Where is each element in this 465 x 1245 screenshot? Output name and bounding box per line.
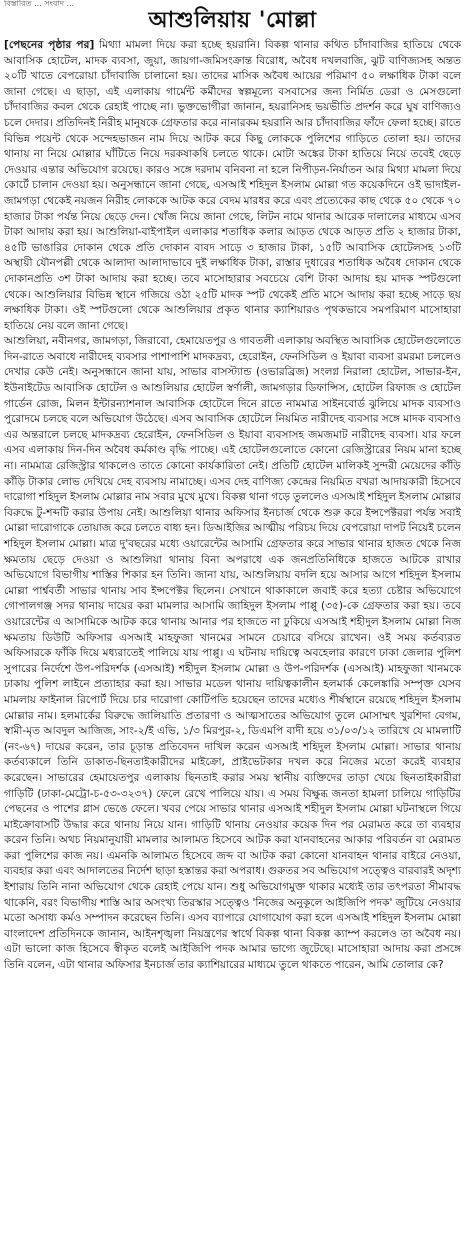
continuation-label: [পেছনের পৃষ্ঠার পর] (4, 39, 95, 51)
paragraph-1-text: মিথ্যা মামলা দিয়ে করা হচ্ছে হয়রানি। বিকল্প থানার কথিত চাঁদাবাজির হাতিয়ে থেকে আবাসিক হোটেল, মাদক ব্যবসা, জুয়া, জায়গা-জমিসংক্রান্ত বিরোধ, অবৈধ দখলবাজি, ঝুট বাণিজ্যসহ অন্তত ২০টি খাতে বেপরোয়া চাঁদাবাজি চালানো হয়। তাদের মাসিক অবৈধ আয়ের পরিমাণ ৫০ লক্ষাধিক টাকা বলে জানা গেছে। এ ছাড়া, এই এলাকায় গার্মেন্ট কর্মীদের স্বল্পমূল্যে বসবাসের জন্য নির্মিত ডেরা ও মেসগুলো চাঁদাবাজির কবল থেকে রেহাই পাচ্ছে না। ভুক্তভোগীরা জানান, হয়রানিসহ ভয়ভীতি প্রদর্শন করে ঘুষ বাণিজ্যও চলে দেদার। প্রতিদিনই নিরীহ মানুষকে গ্রেফতার করে নানারকম হয়রানি আর চাঁদাবাজির ফাঁদে ফেলা হচ্ছে। রাতে বিভিন্ন পয়েন্ট থেকে সন্দেহভাজন নাম দিয়ে আটক করে কিছু লোককে পুলিশের গাড়িতে তোলা হয়। তাদের থানায় না নিয়ে মোল্লার ঘাঁটিতে নিয়ে দরকষাকষি চলতে থাকে। মোটা অঙ্কের টাকা হাতিয়ে নিয়ে তবেই ছেড়ে দেওয়ার এন্তার অভিযোগ রয়েছে। কারও সঙ্গে দরদাম বনিবনা না হলে নিপীড়ন-নির্যাতন আর মিথ্যা মামলা দিয়ে কোর্টে চালান দেওয়া হয়। অনুসন্ধানে জানা গেছে, এসআই শহিদুল ইসলাম মোল্লা গত কয়েকদিনে ওই ভাদাইল-জামগড়া থেকেই নয়জন নিরীহ লোককে আটক করে বেদম মারধর করে এবং প্রত্যেকের কাছ থেকে ৫০ থেকে ৭০ হাজার টাকা পর্যন্ত নিয়ে ছেড়ে দেন। খোঁজ নিয়ে জানা গেছে, লিটন নামে থানার আরেক দালালের মাধ্যমে এসব টাকা আদায় করা হয়। আশুলিয়া-বাইপাইল এলাকার শতাধিক কলার আড়ত থেকে আড়ত প্রতি ২ হাজার টাকা, ৪৫টি ভাঙারির দোকান থেকে প্রতি দোকান বাবদ সাড়ে ৩ হাজার টাকা, ১৫টি আবাসিক হোটেলসহ ১৩টি অস্থায়ী যৌনপল্লী থেকে আলাদা আলাদাভাবে দুই লক্ষাধিক টাকা, রাস্তার দুধারের শতাধিক অবৈধ দোকান থেকে দোকানপ্রতি ৩শ টাকা আদায় করা হচ্ছে। তবে মাসোহারার সবচেয়ে বেশি টাকা আদায় হয় মাদক স্পটগুলো থেকে। আশুলিয়ার বিভিন্ন স্থানে গজিয়ে ওঠা ২৫টি মাদক স্পট থেকেই প্রতি মাসে আদায় করা হচ্ছে সাড়ে ছয় লক্ষাধিক টাকা। ওই স্পটগুলো থেকে আশুলিয়ার প্রকৃত থানার ক্যাশিয়ারও পৃথকভাবে সমপরিমাণ মাসোহারা হাতিয়ে নেয় বলে জানা গেছে। (4, 39, 461, 332)
article-headline: আশুলিয়ায় 'মোল্লা (148, 8, 317, 33)
paragraph-2-text: আশুলিয়া, নবীনগর, জামগড়া, জিরাবো, হেমায়েতপুর ও গাবতলী এলাকায় অবস্থিত আবাসিক হোটেলগুলোতে দিন-রাতে অবাধে নারীদেহ ব্যবসার পাশাপাশি মাদকদ্রব্য, হেরোইন, ফেনসিডিল ও ইয়াবা ব্যবসা রমরমা চললেও দেখার কেউ নেই। অনুসন্ধানে জানা যায়, সাভার বাসস্ট্যান্ড (ওভারব্রিজ) সংলগ্ন নিরালা হোটেল, সাভার-ইন, ইউনাইটেড আবাসিক হোটেল ও আশুলিয়ার হোটেল স্বর্ণালী, জামগড়ার ডিফান্সিস, হোটেল রিফাজ ও হোটেল গার্ডেন রোজ, মিলন ইন্টারন্যাশনাল আবাসিক হোটেলে দিনে রাতে নামমাত্র সাইনবোর্ড ঝুলিয়ে মাদক ব্যবসাও পুরোদমে চলছে বলে অভিযোগ উঠেছে। এসব আবাসিক হোটেলে নিয়মিত নারীদেহ ব্যবসার সঙ্গে মাদক ব্যবসাও এর অন্তরালে চলছে মাদকদ্রব্য হেরোইন, ফেনসিডিল ও ইয়াবা ব্যবসাসহ জমজমাট নারীদেহ ব্যবসা। যার ফলে এসব এলাকায় দিন-দিন অবৈধ কর্মকাণ্ড বৃদ্ধি পাচ্ছে। এই হোটেলগুলোতে কোনো রেজিস্ট্রারের নিয়ম মানা হচ্ছে না। নামমাত্র রেজিস্ট্রার থাকলেও তাতে কোনো কার্যকারিতা নেই। প্রতিটি হোটেল মালিকই সুন্দরী মেয়েদের কাঁড়ি কাঁড়ি টাকার লোভ দেখিয়ে দেহ ব্যবসায় নামাচ্ছে। এসব দেহ বাণিজ্য কেন্দ্রের নিয়মিত বখরা আদায়কারী হিসেবে দারোগা শহিদুল ইসলাম মোল্লার নাম সবার মুখে মুখে। বিকল্প থানা গড়ে তুললেও এসআই শহিদুল ইসলাম মোল্লার বিরুদ্ধে টু-শব্দটি করার উপায় নেই। আশুলিয়া থানার অফিসার ইনচার্জ থেকে শুরু করে ইন্সপেক্টররা পর্যন্ত সবাই মোল্লা দারোগাকে তোয়াজ করে চলতে বাধ্য হন। ডিআইজির আত্মীয় পরিচয় দিয়ে বেপরোয়া দাপট নিয়েই চলেন শহিদুল ইসলাম মোল্লা। মাত্র দু'বছরের মধ্যে ওয়ারেন্টের আসামি গ্রেফতার করে সাভার থানার হাজত থেকে নিজ ক্ষমতায় ছেড়ে দেওয়া ও আশুলিয়া থানায় বিনা অপরাধে এক জনপ্রতিনিধিকে হাজতে আটকে রাখার অভিযোগে বিভাগীয় শাস্তির শিকার হন তিনি। জানা যায়, আশুলিয়ায় বদলি হয়ে আসার আগে শহিদুল ইসলাম মোল্লা পার্শ্ববর্তী সাভার থানায় সাব ইন্সপেক্টর ছিলেন। সেখানে থাকাকালে জবাই করে হত্যা চেষ্টার অভিযোগে গোপালগঞ্জ সদর থানায় দায়ের করা মামলার আসামি জাহিদুল ইসলাম পাপ্পু (৩৫)-কে গ্রেফতার করা হয়। তবে ওয়ারেন্টের এ আসামিকে আটক করে থানায় আনার পর হাজতে না ঢুকিয়ে এসআই শহীদুল ইসলাম মোল্লা নিজ ক্ষমতায় ডিউটি অফিসার এসআই মাহফুজা খানমের সামনে চেয়ারে বসিয়ে রাখেন। ওই সময় কর্তব্যরত অফিসারকে ফাঁকি দিয়ে মধ্যরাতেই পালিয়ে যায় পাপ্পু। এ ঘটনায় দায়িত্বে অবহেলার কারণে ঢাকা জেলার পুলিশ সুপারের নির্দেশে উপ-পরিদর্শক (এসআই) শহীদুল ইসলাম মোল্লা ও উপ-পরিদর্শক (এসআই) মাহফুজা খানমকে ঢাকায় পুলিশ লাইনে প্রত্যাহার করা হয়। সাভার মডেল থানায় দায়িত্বকালীন হলমার্ক কেলেঙ্কারি সম্পৃক্ত যেসব মামলায় ফাইনাল রিপোর্ট দিয়ে চার দারোগা কোটিপতি হয়েছেন তাদের মধ্যেও শীর্ষস্থানে রয়েছে শহিদুল ইসলাম মোল্লার নাম। হলমার্কের বিরুদ্ধে জালিয়াতি প্রতারণা ও আত্মসাতের অভিযোগ তুলে মোসাম্মৎ খুরশিদা বেগম, স্বামী-মৃত আবদুল আজিজ, সাং-২/ই এভি, ১/৩ মিরপুর-২, ডিএমপি বাদী হয়ে ৩১/০৩/১২ তারিখে যে মামলাটি (নং-৬৭) দায়ের করেন, তার চূড়ান্ত প্রতিবেদন দাখিল করেন এসআই শহিদুল ইসলাম মোল্লা। সাভার থানায় কর্তব্যকালে তিনি ডাকাত-ছিনতাইকারীদের মাইক্রো, প্রাইভেটকার দখল করে নিজের মতো করেই ব্যবহার করেছেন। সাভারের হেমায়েতপুর এলাকায় ছিনতাই করার সময় স্থানীয় ব্যক্তিদের তাড়া খেয়ে ছিনতাইকারীরা গাড়িটি (ঢাকা-মেট্রো-চ-৫৩-৩২৩৭) ফেলে রেখে পালিয়ে যায়। এ সময় বিক্ষুব্ধ জনতা হামলা চালিয়ে গাড়িটির পেছনের ও পাশের গ্লাস ভেঙে ফেলে। খবর পেয়ে সাভার থানার এসআই শহীদুল ইসলাম মোল্লা ঘটনাস্থলে গিয়ে মাইক্রোবাসটি উদ্ধার করে থানায় নিয়ে যান। গাড়িটি থানায় নেওয়ার কয়েক দিন পর মেরামত করে তা ব্যবহার করেন তিনি। অথচ নিয়মানুযায়ী মামলার আলামত হিসেবে আটক করা যানবাহনের আকার পরিবর্তন বা মেরামত করা পুলিশের কাজ নয়। এমনকি আলামত হিসেবে জব্দ বা আটক করা কোনো যানবাহন থানার বাইরে নেওয়া, ব্যবহার করা এবং আদালতের নির্দেশ ছাড়া হস্তান্তর করা অপরাধ। গুরুতর সব অভিযোগ সত্ত্বেও বারবারই অদৃশ্য ইশারায় তিনি নানা অভিযোগ থেকে রেহাই পেয়ে যান। শুধু অভিযোগমুক্ত থাকার মধ্যেই তার তৎপরতা সীমাবদ্ধ থাকেনি, বরং বিভাগীয় শাস্তি আর অসংখ্য তিরস্কার সত্ত্বেও 'নিজের অনুকূলে আইজিপি পদক' জুটিয়ে নেওয়ার মতো অসাধ্য কর্মও সম্পাদন করেছেন তিনি। এসব ব্যাপারে যোগাযোগ করা হলে এসআই শহিদুল ইসলাম মোল্লা বাংলাদেশ প্রতিদিনকে জানান, আইনশৃঙ্খলা নিয়ন্ত্রণের স্বার্থে বিকল্প থানা বিকল্প ক্যাম্প করলেও তা অবৈধ নয়। এটা ভালো কাজ হিসেবে স্বীকৃত বলেই আইজিপি পদক আমার ভাগ্যে জুটেছে। মাসোহারা আদায় করা প্রসঙ্গে তিনি বলেন, এটা থানার অফিসার ইনচার্জ তার ক্যাশিয়ারের মাধ্যমে তুলে থাকতে পারেন, আমি তোলার কে? (4, 335, 461, 972)
article-paragraph-2 (4, 334, 461, 973)
cropped-header-strip: বিস্তারিত ... সংবাদ ... (4, 0, 75, 6)
article-body (4, 38, 461, 974)
article-paragraph-1 (4, 38, 461, 334)
